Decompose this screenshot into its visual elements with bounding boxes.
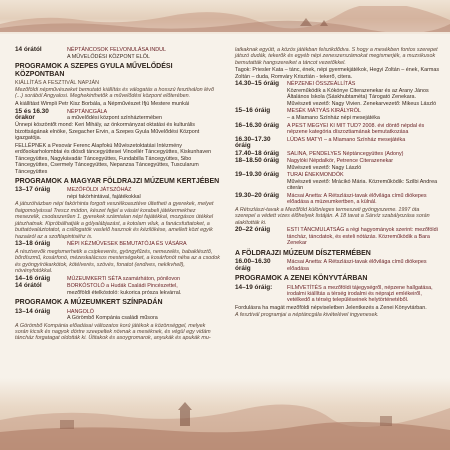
event-time: 17.40–18 óráig (235, 149, 280, 157)
event-detail: Közreműködik a Kókónye Citerazenekar és az Arany János Általános Iskola (Sáskhubtaméta) Tárogató Zenekara. Művészeti vezető: Nagy Vivien. Zenekarvezető: Mikeus László (287, 87, 437, 107)
program-event (235, 81, 440, 107)
paragraph: Tagok: Priesler Kata – tánc, ének, népi gyermekjátékok, Hegyi Zoltán – ének, Karmas Zoltán – duda, Romváry Krisztián - tekerő, citera. (235, 67, 440, 80)
section-heading: A FÖLDRAJZI MÚZEUM DÍSZTERMÉBEN (235, 249, 371, 257)
paragraph: KIÁLLÍTÁS A FESZTIVÁL NAPJÁN (15, 79, 99, 86)
event-time: 14 órától (15, 46, 42, 54)
event-time: 14–16 óráig (15, 274, 51, 282)
event-time: 13–18 óráig (15, 240, 51, 248)
event-title: NÉPTÁNCGÁLA (67, 108, 108, 115)
program-event (15, 187, 220, 200)
section-heading: PROGRAMOK A MÚZEUMKERT SZÍNPADÁN (15, 299, 163, 307)
event-detail: Művészeti vezető: Mrácikó Mária. Közreműködik: Szilbi Andrea citerán (287, 178, 438, 192)
event-detail: – a Miamano Színház népi mesejátéka (287, 114, 380, 121)
event-time: 16.00–16.30 óráig (235, 258, 271, 272)
program-event (15, 309, 220, 322)
program-event (15, 109, 220, 122)
top-banner (0, 0, 450, 34)
right-column (235, 46, 440, 319)
program-event (235, 285, 440, 304)
program-event (235, 151, 440, 157)
paragraph: A kiállítást Wimpli Petr Kisz Borbála, a Népművészet Ifjú Mestere munkái (15, 100, 190, 107)
paragraph: Ünnepi köszöntőt mond: Keri Mihály, az önkormányzat oktatási és kulturális bizottságának elnöke, Szegacher Ervin, a Szepes Gyula Művelődési Központ igazgatója. (15, 122, 200, 142)
event-time: 14.30–15 óráig (235, 80, 280, 88)
event-title: MÚZEUMKERTI SÉTA szamárháton, pónilovon (67, 275, 181, 282)
description-note: A játszóházban népi fakörhinta forgott veszélkoasztéve ültetheti a gyerekek, melyet fiaigomolyással Trescz módon, készet fejjel a vásári korabeli játékermekhez mesezelik, csodaszerűen 1. gyerekek számtalan népi fajátékkal, mozgásos ütékkel játszhatnak. Kipróbálhatják a gólyalábjazást, a kotolam viluk, a fanácsfuttatoket, a buttatóvaláztotatot, a csillogatók vaslelő hasznok és kézilökése, amellett közt egyik hazaáról az a szoftlapintiséhz is. (15, 201, 214, 240)
event-title: Nagylóki Népdalkör, Petrence Citerazenekar (287, 158, 394, 165)
event-time: 15–16 óráig (235, 107, 271, 115)
event-title: HANGOLÓ (67, 308, 94, 315)
event-time: 19.30–20 óráig (235, 192, 280, 200)
event-detail: a művelődési központ színháztermében (67, 114, 162, 121)
event-time: 14–19 óráig: (235, 283, 273, 291)
village-landscape-illustration (0, 380, 450, 450)
section-heading: PROGRAMOK A ZENEI KÖNYVTÁRBAN (235, 275, 368, 283)
event-title: Mácsai Anetta: A Rétszlászi-tavak élővilága című diókepes előadása (287, 259, 427, 272)
event-detail: A MŰVELŐDÉSI KÖZPONT ELŐL (67, 53, 150, 60)
event-time: 19–19.30 óráig (235, 171, 280, 179)
program-event (235, 193, 440, 206)
event-title: NÉPTÁNCOSOK FELVONULÁSA INDUL (67, 47, 167, 54)
event-title: NÉPI KÉZMŰVESEK BEMUTATÓJA ÉS VÁSÁRA (67, 241, 187, 248)
program-event (235, 158, 440, 171)
program-event (235, 137, 440, 150)
event-detail: népi fakörhintával, fajátékokkal (67, 193, 141, 200)
event-title: TURAI ÉNEKMONDÓK (287, 172, 344, 179)
section-heading: PROGRAMOK A MAGYAR FÖLDRAJZI MÚZEUM KERTJÉBEN (15, 178, 220, 186)
event-time: 15 és 16.30 órakor (15, 107, 49, 121)
event-title: ESTI TÁNCMULATSÁG a régi hagyományok szerint: mezőföldi táncház, táncdatok, és esteli nótázás. Közreműködik a Bara Zenekar (287, 227, 438, 247)
paragraph: Fordulásra ha magát mezőföldi népviseletben Jelentkezés a Zenei Könyvtárban. (235, 304, 427, 311)
program-event (15, 47, 220, 60)
event-title: SALINA, PENDELYES Néptáncegyüttes (Adony) (287, 150, 404, 157)
program-event (235, 259, 440, 272)
event-detail: mezőföldi ételkóstoló: kukorica prósza lekvárral. (67, 289, 182, 296)
program-event (235, 172, 440, 191)
event-detail: Művészeti vezető: Nagy László (287, 164, 362, 171)
program-event (15, 283, 220, 296)
event-detail: A Görömbő Kompánia családi műsora (67, 315, 158, 322)
event-time: 18–18.50 óráig (235, 157, 280, 165)
event-time: 13–14 óráig (15, 307, 51, 315)
event-time: 16–16.30 óráig (235, 121, 280, 129)
event-title: NÉPZENEI ÖSSZEÁLLÍTÁS (287, 81, 356, 88)
program-event (235, 108, 440, 121)
program-event (235, 227, 440, 246)
program-event (15, 241, 220, 247)
description-note: A Rétszlászi-tavak a Mezőföld különleges termeszeti gyöngyszeme. 1997 óta szerepel a védett vizes élőhelyek listáján. A 18 tavat a Sárvíz szabályozása során alakították ki. (235, 206, 430, 226)
program-event (15, 276, 220, 282)
event-title: LÚDAS MATYI – a Miamano Színház mesejátéka (287, 136, 406, 143)
section-heading: PROGRAMOK A SZEPES GYULA MŰVELŐDÉSI KÖZPONTBAN (15, 63, 173, 79)
event-title: BORKÓSTOLÓ a Hudák Családi Pincészettel, (67, 283, 178, 290)
paragraph: FELLÉPNEK a Pesovár Ferenc Alapfokú Művészetoktatási Intézmény erdősokarholombtai és diósdi táncegyüttesei Vincellér Táncegyüttes, Kiskunhaven Táncegyüttes, Nagykávadár Táncegyüttes, Fundabilla Táncegyüttes, Sibo Táncegyüttes, Csermely Táncegyüttes, Nepanzsa Táncegyüttes, Tuscularum Táncegyüttes (15, 142, 212, 175)
event-title: Mácsai Anetta: A Rétszlászi-tavak élővilága című diókepes előadása a múzeumkertben, a külnál. (287, 193, 427, 206)
description-note: A Görömbő Kompánia előadásai változatos korú játékok a közönséggel, melyek során kicsik és nagyok dörtre szeepeltek növnak a meséknek, és végül egy vidám táncház forgatagat oldották ki. Útitakok és asoygromarok, anyukák és apukák mu- (15, 322, 211, 342)
description-note: Mezőföldi népművészeket bemutató kiállítás és válogatás a hosszú fesztiválon lévő (...) sorából Angyalosi. Meghekinthetők a művelődési központ előterében. (15, 86, 214, 100)
event-title: MEZŐFÖLDI JÁTSZÓHÁZ (67, 187, 132, 194)
description-note: latkaknak együtt, a közös játékban felszikdődva. S hogy a mesékben fontos szerepet játszó dudák, tekerők és egyéb népi zeneszerszámokat megismerjék, a muzsikusok bemutatták hangszereiket a táncot vezetőkkel. (235, 47, 438, 66)
event-title: MESÉK MÁTYÁS KIRÁLYRÓL (287, 108, 361, 115)
event-time: 14 órától (15, 282, 42, 290)
program-event (235, 123, 440, 136)
left-column (15, 46, 220, 342)
event-title: A PEST MEGYEI KI MIT TUD? 2008. évi döntő népdal és népzene kategória díszoztiamának bemutatkozása (287, 122, 425, 135)
event-time: 16.30–17.30 óráig (235, 135, 271, 150)
description-note: A fesztivál programjai a néptáncgála kivételével ingyenesek. (235, 312, 379, 319)
event-title: FILMVETÍTÉS a mezőföldi tájegységről, népzene hallgatása, irodalmi kiállítás a térség irodalmi és néprajzi emlékeiről, vetélkedő a térség településeinek helytörténetéből. (287, 284, 433, 304)
event-time: 13–17 óráig (15, 186, 51, 194)
bottom-banner (0, 378, 450, 450)
landscape-illustration (0, 6, 450, 32)
event-time: 20–22 óráig (235, 226, 271, 234)
description-note: A résztvevők megismerhetik a csipkeverés, gyöngyfűzés, nemezelés, babaklésztő, bőrdíszmű, kosárfonó, mézeskalácsos mesterségeket, a kosárfonót néha az a csodok és gyöngyírókarkótok, kötélverés, szövés, fonatot (endives, nekikvhell), növényfotókkal. (15, 248, 220, 275)
